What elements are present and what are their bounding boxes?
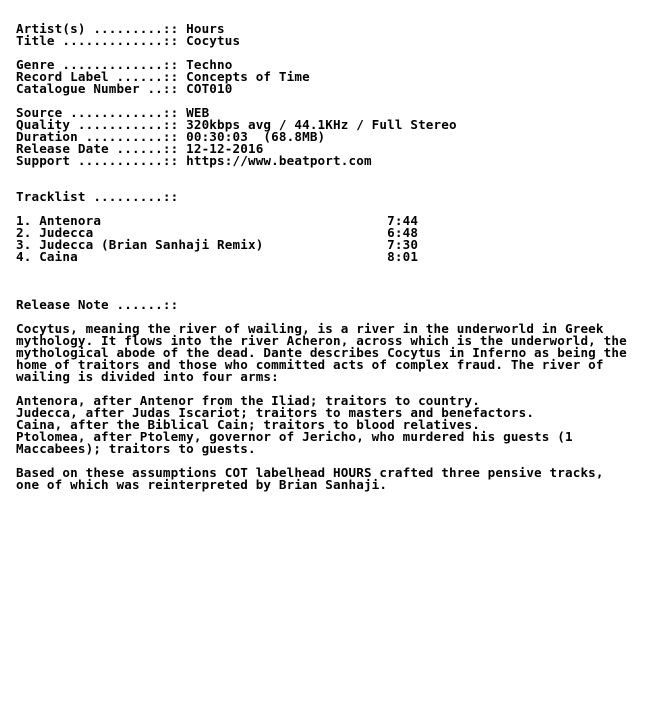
release-note-text: one of which was reinterpreted by Brian Sanhaji. — [16, 477, 388, 492]
release-note-text: wailing is divided into four arms: — [16, 369, 279, 384]
release-note-heading: Release Note ......:: — [16, 297, 179, 312]
track-row: 4. Caina 8:01 — [16, 249, 419, 264]
release-note-text: Ptolomea, after Ptolemy, governor of Jericho, who murdered his guests (1 — [16, 429, 573, 444]
field-quality: Quality ...........:: 320kbps avg / 44.1KHz / Full Stereo — [16, 117, 457, 132]
field-duration: Duration ..........:: 00:30:03 (68.8MB) — [16, 129, 326, 144]
field-title: Title .............:: Cocytus — [16, 33, 241, 48]
blank-line — [16, 263, 627, 275]
release-note-text: home of traitors and those who committed acts of complex fraud. The river of — [16, 357, 604, 372]
release-note-text: Based on these assumptions COT labelhead HOURS crafted three pensive tracks, — [16, 465, 604, 480]
release-note-text: mythological abode of the dead. Dante describes Cocytus in Inferno as being the — [16, 345, 627, 360]
track-row: 3. Judecca (Brian Sanhaji Remix) 7:30 — [16, 237, 419, 252]
release-note-text: Antenora, after Antenor from the Iliad; traitors to country. — [16, 393, 480, 408]
release-note-text: Judecca, after Judas Iscariot; traitors to masters and benefactors. — [16, 405, 535, 420]
field-release-date: Release Date ......:: 12-12-2016 — [16, 141, 264, 156]
field-genre: Genre .............:: Techno — [16, 57, 233, 72]
nfo-text-document — [16, 23, 627, 491]
field-artist: Artist(s) .........:: Hours — [16, 21, 225, 36]
release-note-text: Caina, after the Biblical Cain; traitors to blood relatives. — [16, 417, 480, 432]
blank-line — [16, 275, 627, 287]
track-row: 1. Antenora 7:44 — [16, 213, 419, 228]
tracklist-heading: Tracklist .........:: — [16, 189, 179, 204]
track-row: 2. Judecca 6:48 — [16, 225, 419, 240]
field-record-label: Record Label ......:: Concepts of Time — [16, 69, 310, 84]
release-note-text: Cocytus, meaning the river of wailing, is a river in the underworld in Greek — [16, 321, 604, 336]
field-catalogue-number: Catalogue Number ..:: COT010 — [16, 81, 233, 96]
release-note-text: Maccabees); traitors to guests. — [16, 441, 256, 456]
release-note-text: mythology. It flows into the river Acheron, across which is the underworld, the — [16, 333, 627, 348]
field-source: Source ............:: WEB — [16, 105, 210, 120]
field-support: Support ...........:: https://www.beatport.com — [16, 153, 372, 168]
blank-line — [16, 167, 627, 179]
